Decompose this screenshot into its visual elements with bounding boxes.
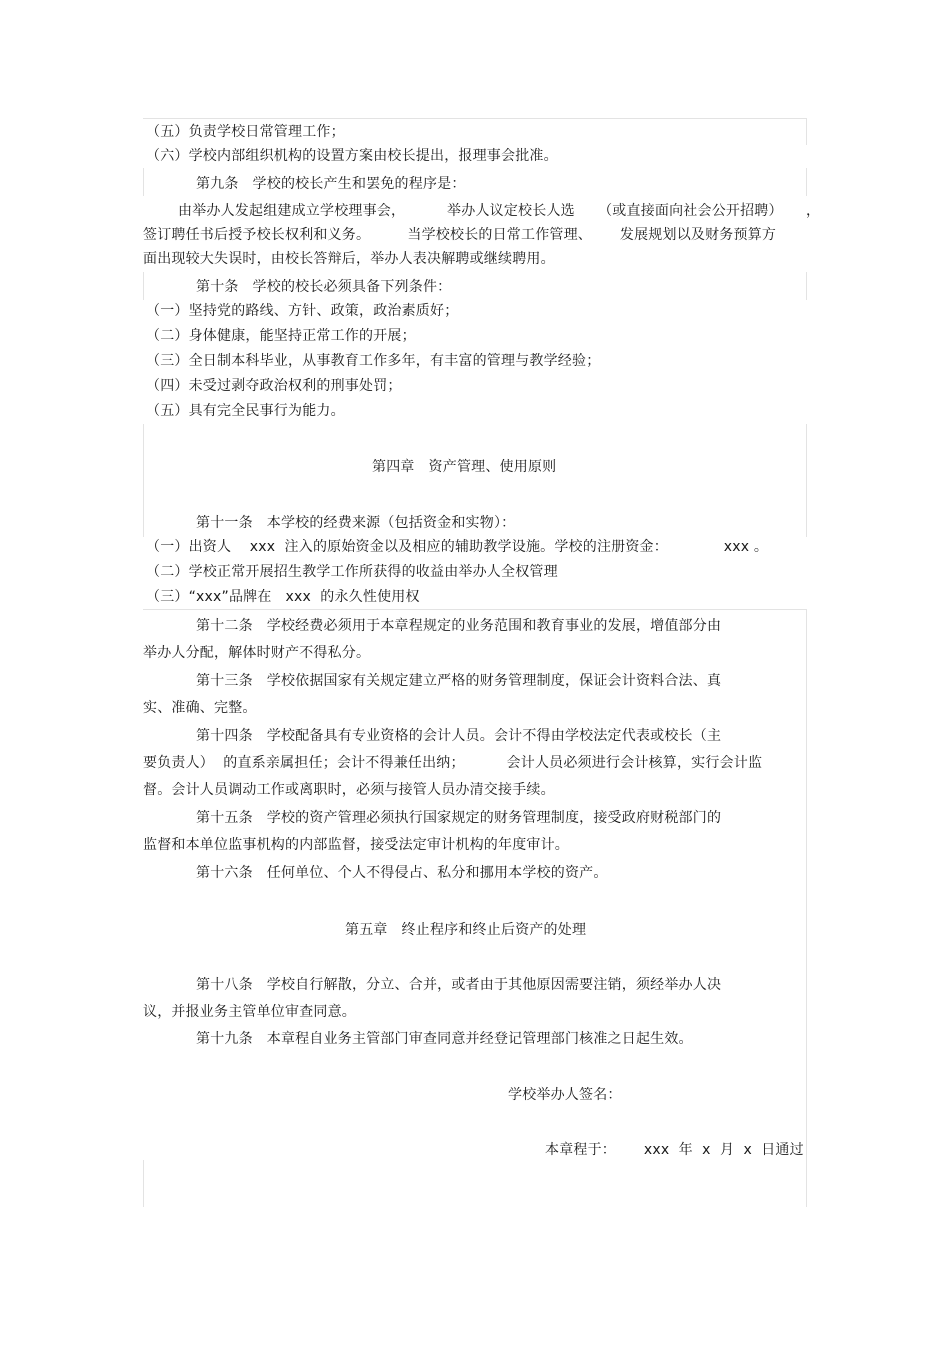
article-10-item: （四）未受过剥夺政治权利的刑事处罚；: [146, 378, 402, 394]
table-border-left: [143, 1160, 144, 1207]
article-11-heading: 第十一条 本学校的经费来源（包括资金和实物）：: [196, 515, 516, 531]
table-border-left: [143, 272, 144, 300]
table-border-mid: [143, 609, 806, 610]
article-11-item: （二）学校正常开展招生教学工作所获得的收益由举办人全权管理: [146, 564, 558, 580]
article-14-line: 督。会计人员调动工作或离职时，必须与接管人员办清交接手续。: [143, 782, 555, 798]
article-10-item: （五）具有完全民事行为能力。: [146, 403, 345, 419]
article-12-line: 第十二条 学校经费必须用于本章程规定的业务范围和教育事业的发展，增值部分由: [196, 618, 722, 634]
adoption-date-line: 本章程于： xxx 年 x 月 x 日通过: [545, 1142, 804, 1158]
article-9-para-line: 签订聘任书后授予校长权利和义务。 当学校校长的日常工作管理、 发展规划以及财务预算方: [143, 227, 777, 243]
chapter-4-title: 第四章 资产管理、使用原则: [372, 459, 557, 475]
clause-6-item: （六）学校内部组织机构的设置方案由校长提出，报理事会批准。: [146, 148, 558, 164]
table-border-left: [143, 168, 144, 196]
article-10-heading: 第十条 学校的校长必须具备下列条件：: [196, 279, 452, 295]
article-10-item: （二）身体健康，能坚持正常工作的开展；: [146, 328, 416, 344]
table-border-right: [806, 424, 807, 537]
article-16-line: 第十六条 任何单位、个人不得侵占、私分和挪用本学校的资产。: [196, 865, 608, 881]
article-11-item: （一）出资人 xxx 注入的原始资金以及相应的辅助教学设施。学校的注册资金： xxx 。: [146, 539, 769, 555]
article-14-line: 第十四条 学校配备具有专业资格的会计人员。会计不得由学校法定代表或校长（主: [196, 728, 722, 744]
article-19-line: 第十九条 本章程自业务主管部门审查同意并经登记管理部门核准之日起生效。: [196, 1031, 693, 1047]
table-border-right: [806, 168, 807, 196]
article-13-line: 实、准确、完整。: [143, 700, 257, 716]
table-border-top: [143, 118, 806, 119]
article-12-line: 举办人分配，解体时财产不得私分。: [143, 645, 371, 661]
article-15-line: 第十五条 学校的资产管理必须执行国家规定的财务管理制度，接受政府财税部门的: [196, 810, 722, 826]
article-9-heading: 第九条 学校的校长产生和罢免的程序是：: [196, 176, 466, 192]
article-18-line: 议，并报业务主管单位审查同意。: [143, 1004, 356, 1020]
article-14-line: 要负责人） 的直系亲属担任；会计不得兼任出纳； 会计人员必须进行会计核算，实行会计监: [143, 755, 763, 771]
article-18-line: 第十八条 学校自行解散，分立、合并，或者由于其他原因需要注销，须经举办人决: [196, 977, 722, 993]
clause-5-item: （五）负责学校日常管理工作；: [146, 124, 345, 140]
chapter-5-title: 第五章 终止程序和终止后资产的处理: [345, 922, 587, 938]
table-border-right: [806, 272, 807, 300]
table-border-right: [806, 118, 807, 145]
table-border-right: [806, 609, 807, 1207]
article-9-para-line: 由举办人发起组建成立学校理事会， 举办人议定校长人选 （或直接面向社会公开招聘） ，: [178, 203, 821, 219]
founder-signature-label: 学校举办人签名：: [508, 1087, 622, 1103]
table-border-left: [143, 424, 144, 537]
article-10-item: （一）坚持党的路线、方针、政策，政治素质好；: [146, 303, 459, 319]
article-15-line: 监督和本单位监事机构的内部监督，接受法定审计机构的年度审计。: [143, 837, 569, 853]
article-13-line: 第十三条 学校依据国家有关规定建立严格的财务管理制度，保证会计资料合法、真: [196, 673, 722, 689]
article-9-para-line: 面出现较大失误时，由校长答辩后，举办人表决解聘或继续聘用。: [143, 251, 555, 267]
article-10-item: （三）全日制本科毕业，从事教育工作多年，有丰富的管理与教学经验；: [146, 353, 601, 369]
article-11-item: （三）“xxx”品牌在 xxx 的永久性使用权: [146, 589, 420, 605]
